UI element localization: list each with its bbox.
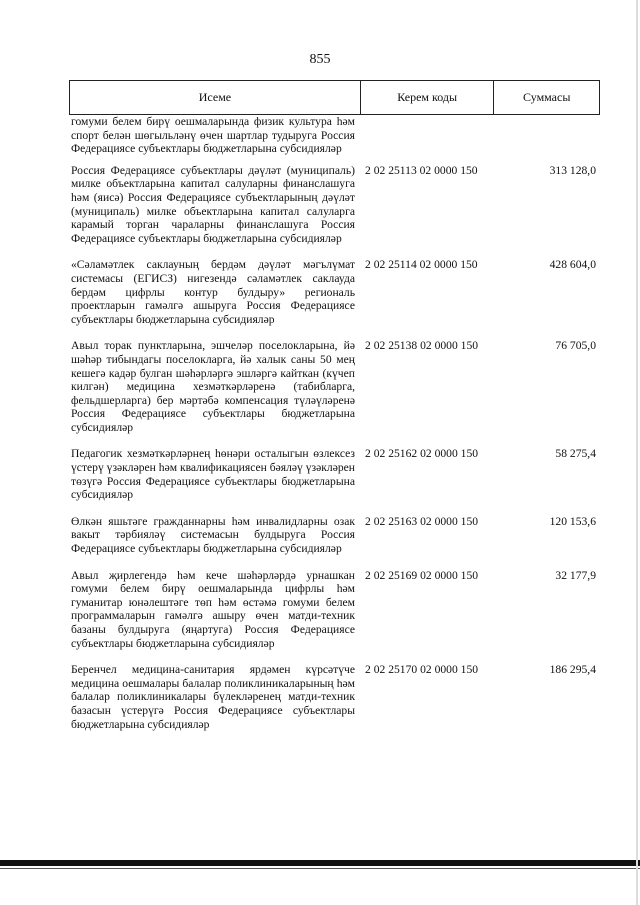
row-code: 2 02 25113 02 0000 150 bbox=[365, 163, 478, 177]
row-sum: 120 153,6 bbox=[549, 514, 596, 528]
row-name: Авыл торак пунктларына, эшчеләр поселокларына, йә шәһәр тибындагы поселокларга, йә халык саны 50 мең кешегә кадәр булган шәһәрләргә эшләргә кайткан (күчеп килгән) медицина хезмәткәрләренә (табибларга, фельдшерларга) бер мәртәбә компенсация түләүләренә Россия Федерациясе субъектлары бюджетларына субсидияләр bbox=[71, 339, 355, 434]
table-row bbox=[71, 115, 602, 156]
row-name: Педагогик хезмәткәрләрнең һөнәри осталыгын өзлексез үстерү үзәкләрен һәм квалификациясен бәяләү үзәкләрен төзүгә Россия Федерациясе субъектлары бюджетларына субсидияләр bbox=[71, 447, 355, 502]
row-code bbox=[361, 115, 501, 156]
table-row bbox=[71, 663, 602, 731]
row-name: Россия Федерациясе субъектлары дәүләт (муниципаль) милке объектларына капитал салуларны финанслашуга һәм (яисә) Россия Федерациясе субъектларының дәүләт (муниципаль) милке объектларына капитал салуларга карамый торган чараларны финанслашуга Россия Федерациясе субъектлары бюджетларына субсидияләр bbox=[71, 163, 355, 245]
row-name: Авыл җирлегендә һәм кече шәһәрләрдә урнашкан гомуми белем бирү оешмаларында цифрлы һәм гуманитар юнәлештәге төп һәм өстәмә гомуми белем программаларын гамәлгә ашыру өчен матди-техник базаны булдыруга (яңартуга) Россия Федерациясе субъектлары бюджетларына субсидияләр bbox=[71, 568, 355, 650]
scan-bottom-line bbox=[0, 868, 640, 869]
row-sum: 58 275,4 bbox=[555, 447, 596, 461]
scan-bottom-border bbox=[0, 860, 640, 866]
header-name: Исеме bbox=[70, 81, 361, 114]
table-row bbox=[71, 339, 602, 434]
table-body bbox=[71, 115, 602, 731]
table-row bbox=[71, 258, 602, 326]
row-sum: 313 128,0 bbox=[549, 163, 596, 177]
row-code: 2 02 25114 02 0000 150 bbox=[365, 258, 478, 272]
row-code: 2 02 25169 02 0000 150 bbox=[365, 568, 479, 582]
page-number: 855 bbox=[309, 52, 331, 67]
header-code: Керем коды bbox=[361, 81, 495, 114]
header-sum: Суммасы bbox=[523, 90, 571, 104]
table-row bbox=[71, 447, 602, 501]
table-row bbox=[71, 569, 602, 651]
row-code: 2 02 25162 02 0000 150 bbox=[365, 447, 479, 461]
row-code: 2 02 25138 02 0000 150 bbox=[365, 339, 479, 353]
row-sum bbox=[501, 115, 596, 156]
row-sum: 32 177,9 bbox=[555, 568, 596, 582]
table-row bbox=[71, 164, 602, 246]
scan-right-edge bbox=[636, 0, 638, 905]
row-sum: 76 705,0 bbox=[555, 339, 596, 353]
row-sum: 428 604,0 bbox=[549, 258, 596, 272]
row-code: 2 02 25163 02 0000 150 bbox=[365, 514, 479, 528]
row-code: 2 02 25170 02 0000 150 bbox=[365, 663, 479, 677]
row-sum: 186 295,4 bbox=[549, 663, 596, 677]
table-header bbox=[69, 80, 600, 115]
row-name: Беренчел медицина-санитария ярдәмен күрсәтүче медицина оешмалары балалар поликлиникаларының һәм балалар поликлиникалары бүлекләренең матди-техник базасын үстерүгә Россия Федерациясе субъектлары бюджетларына субсидияләр bbox=[71, 663, 355, 731]
row-name: Өлкән яшьтәге гражданнарны һәм инвалидларны озак вакыт тәрбияләү системасын булдыруга Россия Федерациясе субъектлары бюджетларына субсидияләр bbox=[71, 514, 355, 556]
row-name: «Сәламәтлек саклауның бердәм дәүләт мәгълүмат системасы (ЕГИСЗ) нигезендә сәламәтлек саклауда бердәм цифрлы контур булдыру» региональ проектларын гамәлгә ашыруга Россия Федерациясе субъектлары бюджетларына субсидияләр bbox=[71, 258, 355, 326]
row-name: гомуми белем бирү оешмаларында физик культура һәм спорт белән шөгыльләнү өчен шартлар тудыруга Россия Федерациясе субъектлары бюджетларына субсидияләр bbox=[71, 115, 355, 156]
table-row bbox=[71, 515, 602, 556]
